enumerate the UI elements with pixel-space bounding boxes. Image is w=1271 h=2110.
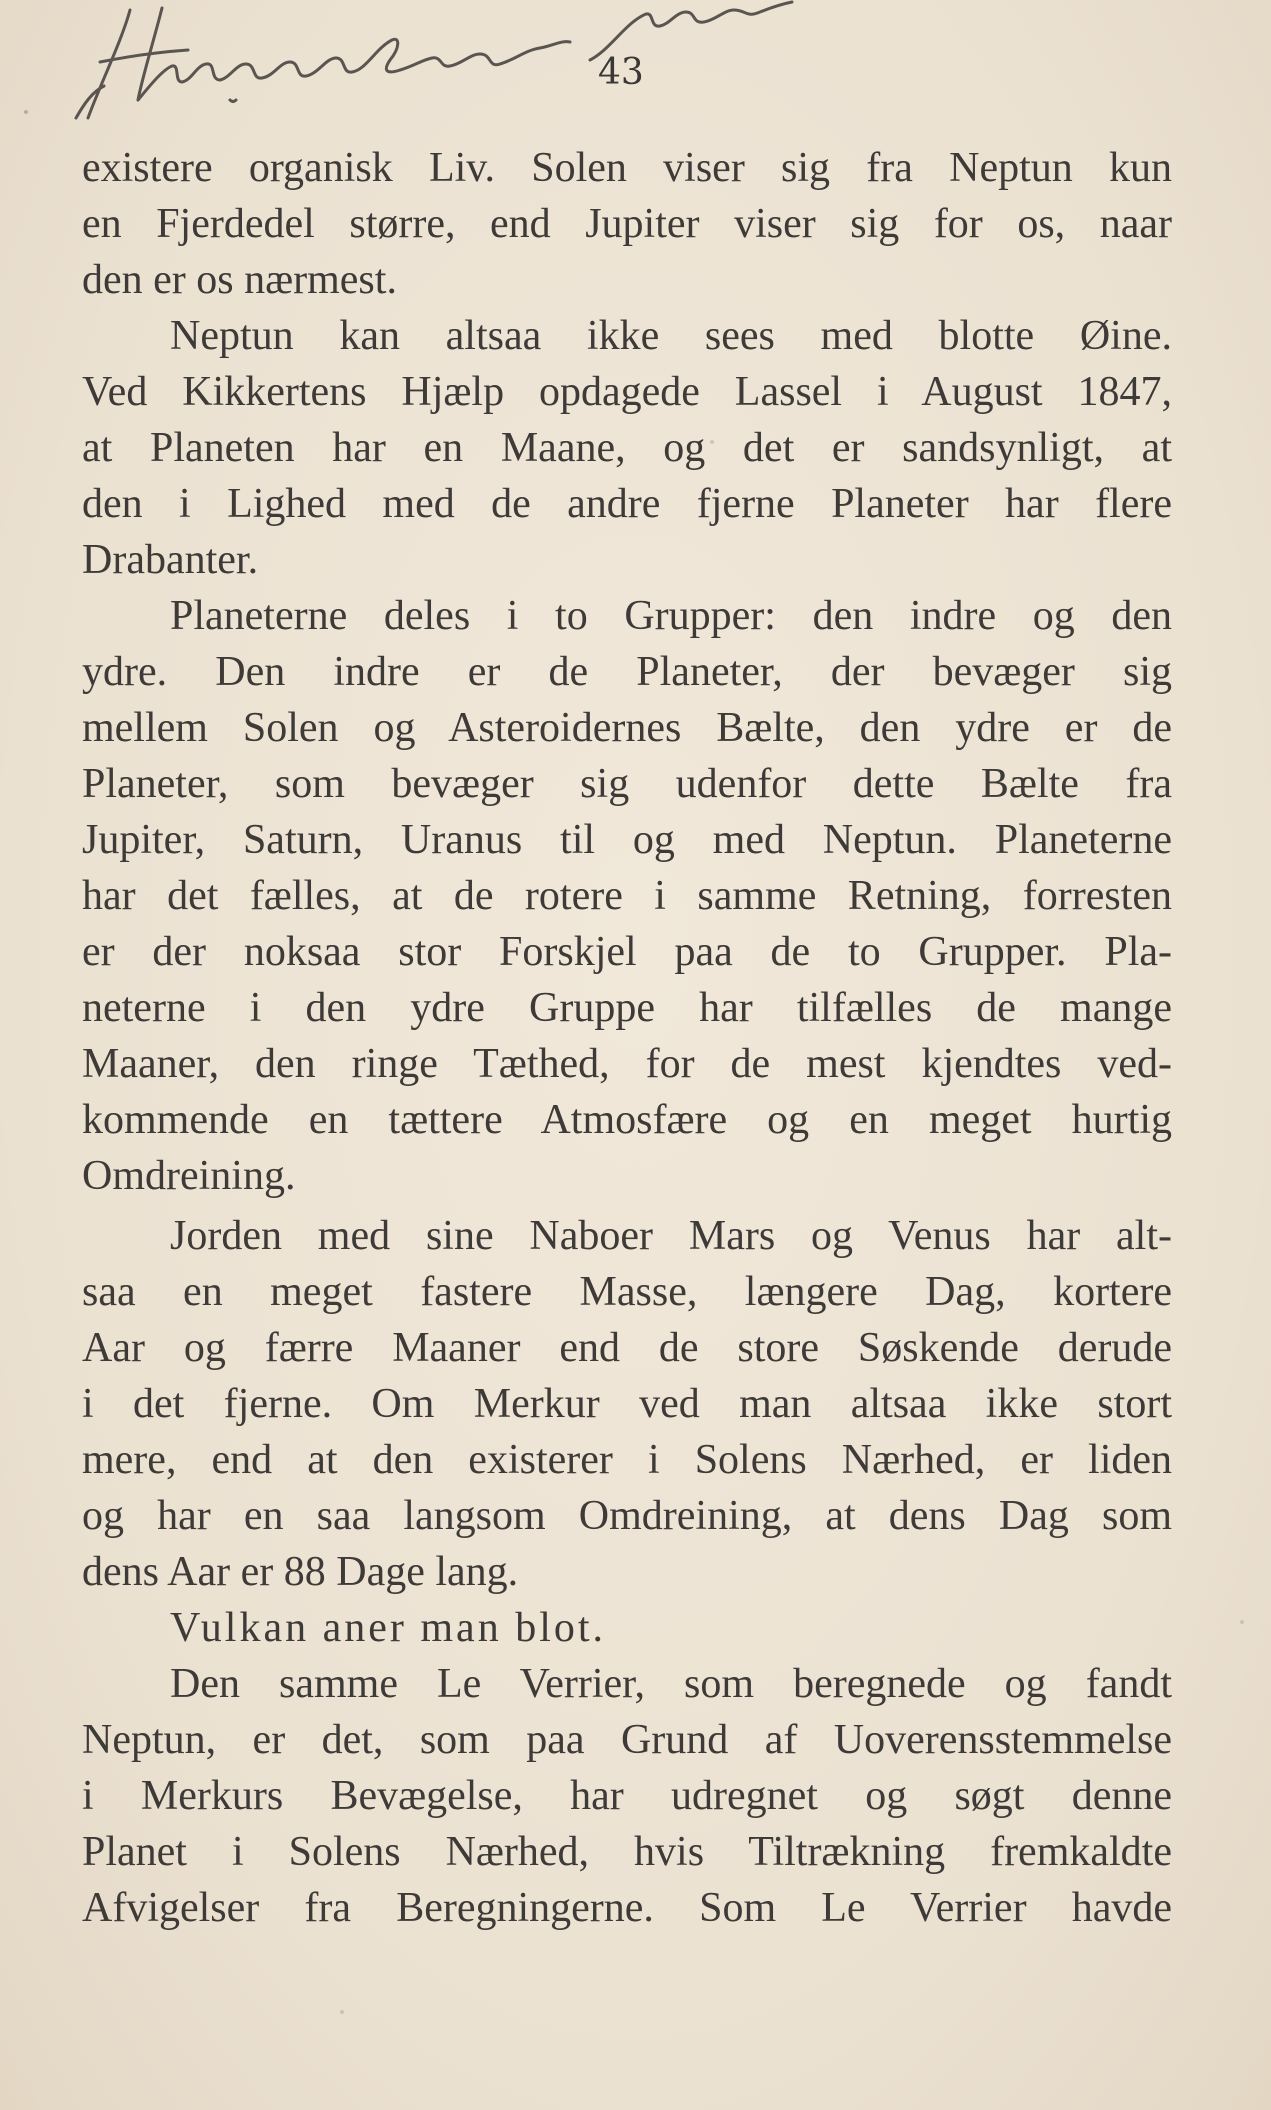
text-line: i Merkurs Bevægelse, har udregnet og søgt denne (82, 1773, 1172, 1819)
text-line: i det fjerne. Om Merkur ved man altsaa ikke stort (82, 1381, 1172, 1427)
text-line: Jupiter, Saturn, Uranus til og med Neptun. Planeterne (82, 817, 1172, 863)
text-line: dens Aar er 88 Dage lang. (82, 1549, 519, 1595)
handwritten-signature-drawing (70, 0, 810, 130)
text-line: mere, end at den existerer i Solens Nærhed, er liden (82, 1437, 1172, 1483)
text-line: Afvigelser fra Beregningerne. Som Le Verrier havde (82, 1885, 1172, 1931)
text-line: Neptun kan altsaa ikke sees med blotte Øine. (170, 313, 1172, 359)
text-line: Maaner, den ringe Tæthed, for de mest kjendtes ved- (82, 1041, 1172, 1087)
text-line: Planeterne deles i to Grupper: den indre og den (170, 593, 1172, 639)
text-line: Planeter, som bevæger sig udenfor dette Bælte fra (82, 761, 1172, 807)
text-line: har det fælles, at de rotere i samme Retning, forresten (82, 873, 1172, 919)
text-line: er der noksaa stor Forskjel paa de to Grupper. Pla- (82, 929, 1172, 975)
text-line: Ved Kikkertens Hjælp opdagede Lassel i August 1847, (82, 369, 1172, 415)
text-line: saa en meget fastere Masse, længere Dag, kortere (82, 1269, 1172, 1315)
text-line: Aar og færre Maaner end de store Søskende derude (82, 1325, 1172, 1371)
text-line: Neptun, er det, som paa Grund af Uoverensstemmelse (82, 1717, 1172, 1763)
text-line: og har en saa langsom Omdreining, at dens Dag som (82, 1493, 1172, 1539)
text-line: den i Lighed med de andre fjerne Planeter har flere (82, 481, 1172, 527)
text-line: mellem Solen og Asteroidernes Bælte, den ydre er de (82, 705, 1172, 751)
text-line: Drabanter. (82, 537, 259, 583)
page-number: 43 (598, 52, 644, 93)
text-line: Omdreining. (82, 1153, 296, 1199)
text-line: neterne i den ydre Gruppe har tilfælles de mange (82, 985, 1172, 1031)
text-line: kommende en tættere Atmosfære og en meget hurtig (82, 1097, 1172, 1143)
text-line: at Planeten har en Maane, og det er sandsynligt, at (82, 425, 1172, 471)
handwritten-annotation (70, 0, 810, 130)
text-line: Vulkan aner man blot. (170, 1605, 607, 1651)
text-line: Den samme Le Verrier, som beregnede og fandt (170, 1661, 1172, 1707)
text-line: Planet i Solens Nærhed, hvis Tiltrækning fremkaldte (82, 1829, 1172, 1875)
text-line: ydre. Den indre er de Planeter, der bevæger sig (82, 649, 1172, 695)
text-line: en Fjerdedel større, end Jupiter viser sig for os, naar (82, 201, 1172, 247)
text-line: existere organisk Liv. Solen viser sig fra Neptun kun (82, 145, 1172, 191)
text-line: Jorden med sine Naboer Mars og Venus har alt- (170, 1213, 1172, 1259)
text-line: den er os nærmest. (82, 257, 397, 303)
